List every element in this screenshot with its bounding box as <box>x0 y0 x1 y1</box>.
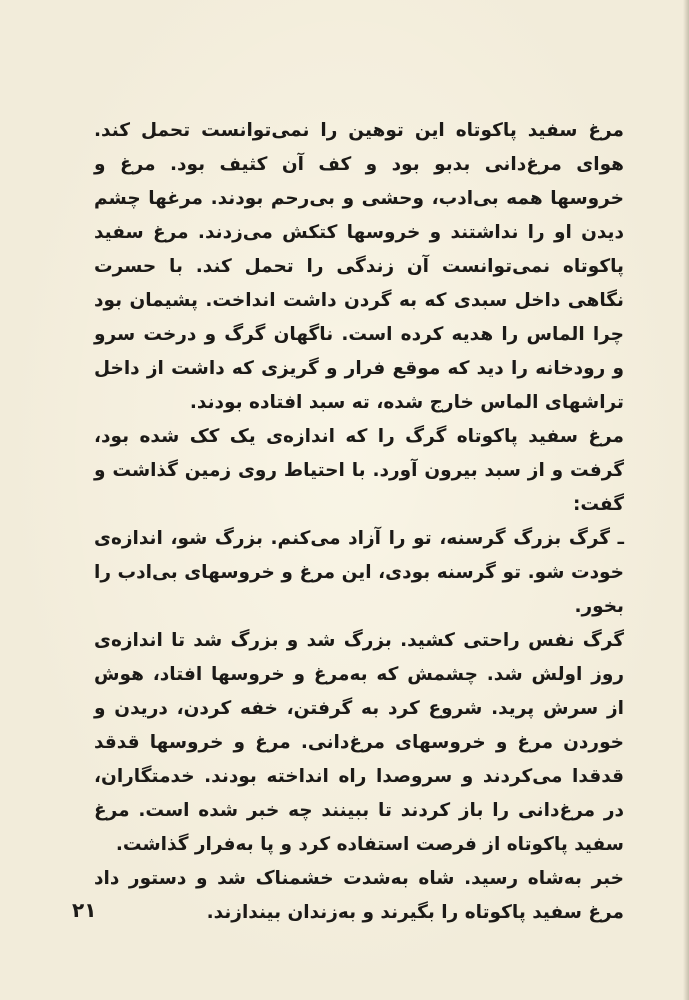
paragraph-2: مرغ سفید پاکوتاه گرگ را که اندازه‌ی یک کک شده بود، گرفت و از سبد بیرون آورد. با احتیاط روی زمین گذاشت و گفت: <box>94 426 624 515</box>
paragraph-4: گرگ نفس راحتی کشید. بزرگ شد و بزرگ شد تا اندازه‌ی روز اولش شد. چشمش که به‌مرغ و خروسها افتاد، هوش از سرش پرید. شروع کرد به گرفتن، خفه کردن، دریدن و خوردن مرغ و خروسهای مرغ‌دانی. مرغ و خروسها قدقد قدقدا می‌کردند و سروصدا راه انداخته بودند. خدمتگاران، در مرغ‌دانی را باز کردند تا ببینند چه خبر شده است. مرغ سفید پاکوتاه از فرصت استفاده کرد و پا به‌فرار گذاشت. <box>94 630 624 855</box>
paragraph-1: مرغ سفید پاکوتاه این توهین را نمی‌توانست تحمل کند. هوای مرغ‌دانی بدبو بود و کف آن کثیف بود. مرغ و خروسها همه بی‌ادب، وحشی و بی‌رحم بودند. مرغها چشم دیدن او را نداشتند و خروسها کتکش می‌زدند. مرغ سفید پاکوتاه نمی‌توانست آن زندگی را تحمل کند. با حسرت نگاهی داخل سبدی که به گردن داشت انداخت. پشیمان بود چرا الماس را هدیه کرده است. ناگهان گرگ و درخت سرو و رودخانه را دید که موقع فرار و گریزی که داشت از داخل تراشهای الماس خارج شده، ته سبد افتاده بودند. <box>94 120 624 413</box>
story-text <box>94 114 624 930</box>
paragraph-5: خبر به‌شاه رسید. شاه به‌شدت خشمناک شد و دستور داد مرغ سفید پاکوتاه را بگیرند و به‌زندان بیندازند. <box>94 868 624 923</box>
page-number: ۲۱ <box>72 898 97 922</box>
paragraph-3-dialogue: ـ گرگ بزرگ گرسنه، تو را آزاد می‌کنم. بزرگ شو، اندازه‌ی خودت شو. تو گرسنه بودی، این مرغ و خروسهای بی‌ادب را بخور. <box>94 528 624 617</box>
page-edge-shadow <box>683 0 689 1000</box>
